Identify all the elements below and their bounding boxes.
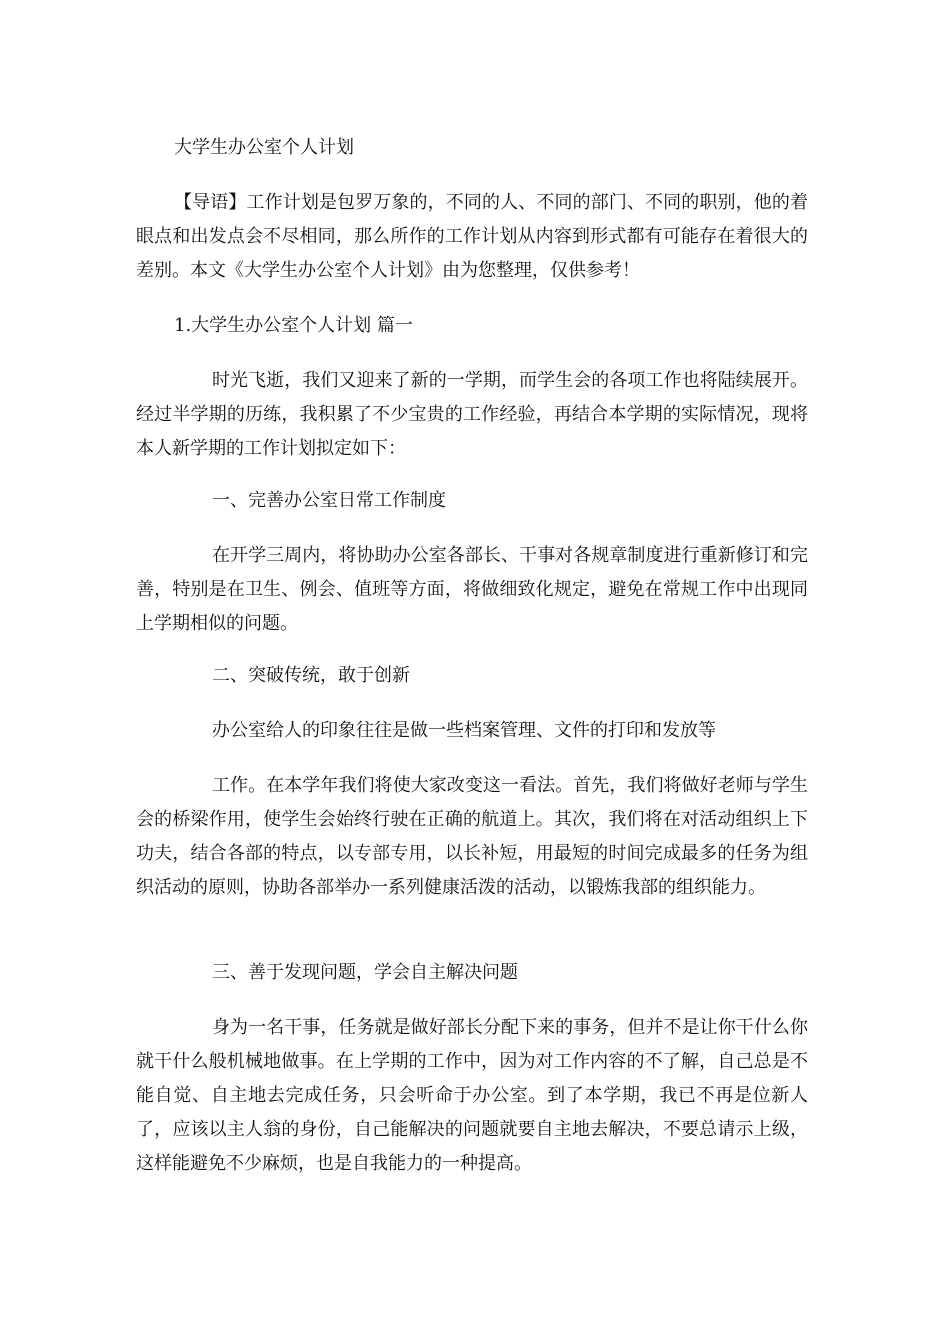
section-heading: 1.大学生办公室个人计划 篇一 (174, 315, 413, 336)
paragraph-2: 在开学三周内，将协助办公室各部长、干事对各规章制度进行重新修订和完善，特别是在卫生、例会、值班等方面，将做细致化规定，避免在常规工作中出现同上学期相似的问题。 (136, 545, 808, 634)
paragraph-3-continued: 工作。在本学年我们将使大家改变这一看法。首先，我们将做好老师与学生会的桥梁作用，使学生会始终行驶在正确的航道上。其次，我们将在对活动组织上下功夫，结合各部的特点，以专部专用，以长补短，用最短的时间完成最多的任务为组织活动的原则，协助各部举办一系列健康活泼的活动，以锻炼我部的组织能力。 (136, 775, 808, 898)
heading-3: 三、善于发现问题，学会自主解决问题 (212, 962, 518, 983)
paragraph-3-start: 办公室给人的印象往往是做一些档案管理、文件的打印和发放等 (212, 720, 716, 741)
document-title: 大学生办公室个人计划 (174, 137, 354, 158)
heading-1: 一、完善办公室日常工作制度 (212, 490, 446, 511)
paragraph-1: 时光飞逝，我们又迎来了新的一学期，而学生会的各项工作也将陆续展开。经过半学期的历练，我积累了不少宝贵的工作经验，再结合本学期的实际情况，现将本人新学期的工作计划拟定如下： (136, 370, 808, 459)
paragraph-4: 身为一名干事，任务就是做好部长分配下来的事务，但并不是让你干什么你就干什么般机械地做事。在上学期的工作中，因为对工作内容的不了解，自己总是不能自觉、自主地去完成任务，只会听命于办公室。到了本学期，我已不再是位新人了，应该以主人翁的身份，自己能解决的问题就要自主地去解决，不要总请示上级，这样能避免不少麻烦，也是自我能力的一种提高。 (136, 1017, 808, 1174)
intro-paragraph: 【导语】工作计划是包罗万象的，不同的人、不同的部门、不同的职别，他的着眼点和出发点会不尽相同，那么所作的工作计划从内容到形式都有可能存在着很大的差别。本文《大学生办公室个人计划》由为您整理，仅供参考！ (136, 192, 808, 281)
heading-2: 二、突破传统，敢于创新 (212, 665, 410, 686)
